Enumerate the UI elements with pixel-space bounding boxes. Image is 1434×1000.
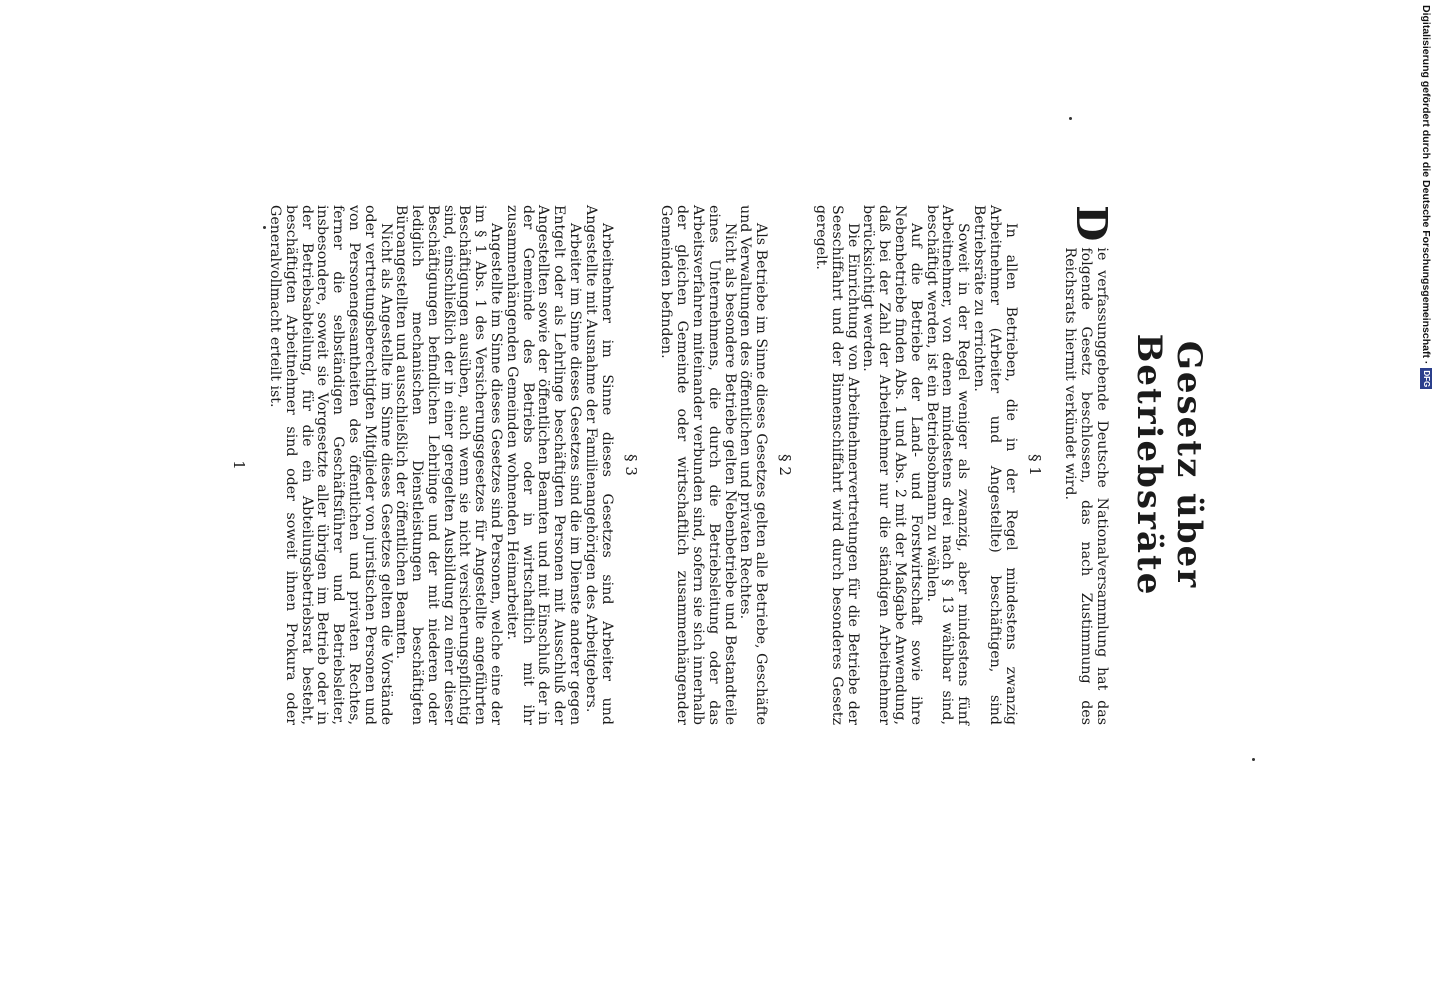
document-title: Gesetz über Betriebsräte xyxy=(1129,333,1209,597)
drop-cap-initial: D xyxy=(1067,205,1116,242)
paragraph: Nicht als Angestellte im Sinne dieses Gesetzes gelten die Vorstände oder vertretungsberechtigten Mitglieder von juristischen Personen und von Personengesamtheiten des öffentlichen und privaten Rechtes, ferner die selbständigen Geschäftsführer und Betriebsleiter, insbesondere, soweit sie Vorgesetzte aller übrigen im Betrieb oder in der Betriebsabteilung, für die ein Abteilungsbetriebsrat besteht, beschäftigten Arbeitnehmer sind oder soweit ihnen Prokura oder Generalvollmacht erteilt ist. xyxy=(266,205,394,725)
dfg-funding-watermark xyxy=(1419,5,1433,405)
section-heading: § 1 xyxy=(1025,454,1044,476)
paragraph: Auf die Betriebe der Land- und Forstwirtschaft sowie ihre Nebenbetriebe finden Abs. 1 und Abs. 2 mit der Maßgabe Anwendung, daß bei der Zahl der Arbeitnehmer nur die ständigen Arbeitnehmer berücksichtigt werden. xyxy=(860,205,924,725)
section-2 xyxy=(658,205,795,725)
dfg-logo: DFG xyxy=(1422,370,1431,388)
preamble-text: ie verfassunggebende Deutsche Nationalversammlung hat das folgende Gesetz beschlossen, das nach Zustimmung des Reichsrats hiermit verkündet wird. xyxy=(1062,247,1110,725)
section-3 xyxy=(266,205,640,725)
paragraph: Arbeitnehmer im Sinne dieses Gesetzes sind Arbeiter und Angestellte mit Ausnahme der Familienangehörigen des Arbeitgebers. xyxy=(582,205,615,725)
scan-speck xyxy=(1252,758,1255,761)
paragraph: Die Einrichtung von Arbeitnehmervertretungen für die Betriebe der Seeschiffahrt und der Binnenschiffahrt wird durch besonderes Gesetz geregelt. xyxy=(813,205,861,725)
preamble xyxy=(1062,205,1116,725)
paragraph: Als Betriebe im Sinne dieses Gesetzes gelten alle Betriebe, Geschäfte und Verwaltungen des öffentlichen und privaten Rechtes. xyxy=(737,205,770,725)
scan-speck xyxy=(1069,117,1072,120)
paragraph: Nicht als besondere Betriebe gelten Nebenbetriebe und Bestandteile eines Unternehmens, die durch die Betriebsleitung oder das Arbeitsverfahren miteinander verbunden sind, sofern sie sich innerhalb der gleichen Gemeinde oder wirtschaftlich zusammenhängender Gemeinden befinden. xyxy=(658,205,738,725)
section-heading: § 3 xyxy=(621,454,640,476)
paragraph: In allen Betrieben, die in der Regel mindestens zwanzig Arbeitnehmer (Arbeiter und Angestellte) beschäftigen, sind Betriebsräte zu errichten. xyxy=(971,205,1019,725)
watermark-text: Digitalisierung gefördert durch die Deutsche Forschungsgemeinschaft · xyxy=(1420,5,1432,365)
page-number: 1 xyxy=(230,460,249,470)
paragraph: Soweit in der Regel weniger als zwanzig, aber mindestens fünf Arbeitnehmer, von denen mindestens drei nach § 13 wählbar sind, beschäftigt werden, ist ein Betriebsobmann zu wählen. xyxy=(923,205,972,725)
section-1 xyxy=(812,205,1043,725)
scan-speck xyxy=(263,226,266,229)
scanned-page xyxy=(217,175,1217,755)
paragraph: Angestellte im Sinne dieses Gesetzes sind Personen, welche eine der im § 1 Abs. 1 des Versicherungsgesetzes für Angestellte angeführten Beschäftigungen ausüben, auch wenn sie nicht versicherungspflichtig sind, einschließlich der in einer geregelten Ausbildung zu einer dieser Beschäftigungen befindlichen Lehrlinge und der mit niederen oder lediglich mechanischen Dienstleistungen beschäftigten Büroangestellten und ausschließlich der öffentlichen Beamten. xyxy=(393,205,505,725)
section-heading: § 2 xyxy=(776,454,795,476)
paragraph: Arbeiter im Sinne dieses Gesetzes sind die im Dienste anderer gegen Entgelt oder als Lehrlinge beschäftigten Personen mit Ausschluß der Angestellten sowie der öffentlichen Beamten und mit Einschluß der in der Gemeinde des Betriebs oder in wirtschaftlich mit ihr zusammenhängenden Gemeinden wohnenden Heimarbeiter. xyxy=(503,205,584,725)
